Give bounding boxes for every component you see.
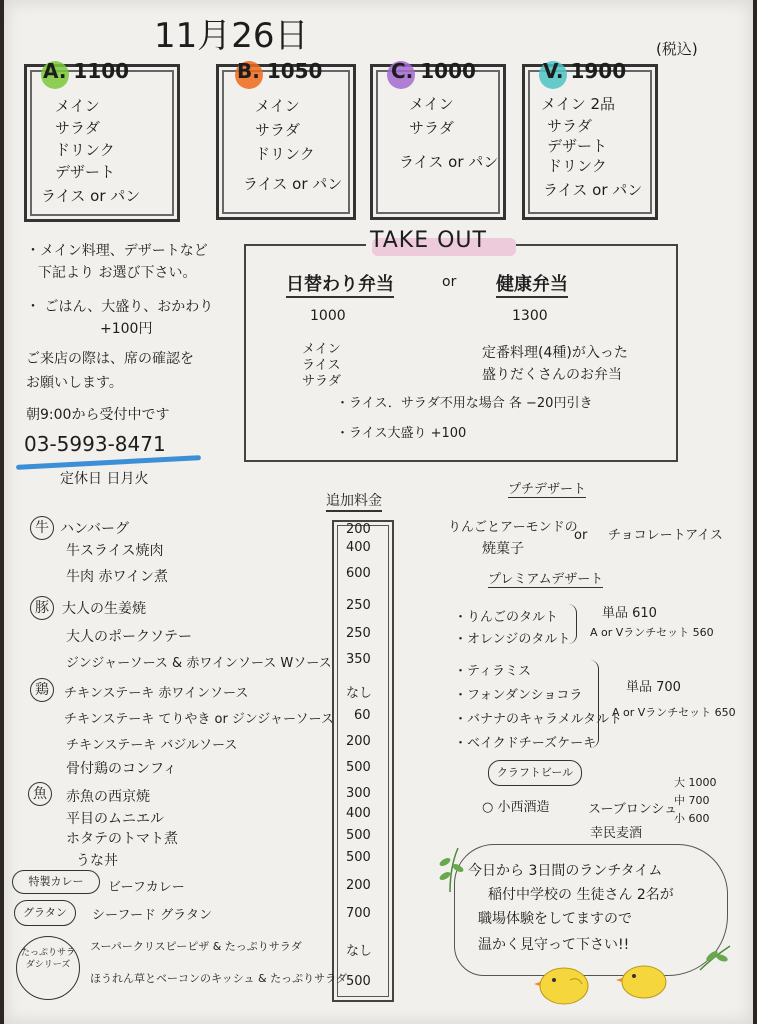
dessert-price: A or Vランチセット 560 <box>590 626 714 639</box>
chick-icon <box>534 958 594 1008</box>
menu-item-price: 700 <box>346 906 371 921</box>
beer-size-price: 大 1000 <box>674 776 717 789</box>
premium-dessert-item: ・ベイクドチーズケーキ <box>454 736 597 751</box>
dessert-price: 単品 610 <box>602 606 657 621</box>
plan-c-item: メイン <box>409 95 454 113</box>
plan-v-item: サラダ <box>547 117 592 135</box>
menu-item-name: チキンステーキ バジルソース <box>66 738 238 753</box>
plan-v-item: デザート <box>547 137 608 155</box>
plan-a-price: 1100 <box>73 59 130 83</box>
bento1-name: 日替わり弁当 <box>286 270 394 298</box>
note-text: ご来店の際は、席の確認を <box>26 351 194 367</box>
menu-item-name: チキンステーキ 赤ワインソース <box>64 686 249 701</box>
petit-dessert-title: プチデザート <box>508 478 586 498</box>
takeout-title: TAKE OUT <box>370 228 487 253</box>
message-line: 温かく見守って下さい!! <box>478 937 630 953</box>
message-line: 職場体験をしてますので <box>478 911 632 927</box>
plan-a-item: ドリンク <box>55 141 115 159</box>
plan-v-letter: V. <box>543 59 564 83</box>
category-beef-icon: 牛 <box>30 516 54 540</box>
takeout-note: ・ライス大盛り +100 <box>336 426 467 441</box>
plan-a-item: サラダ <box>55 119 100 137</box>
beer-size-price: 中 700 <box>674 794 710 807</box>
menu-item-name: 平目のムニエル <box>66 811 164 827</box>
menu-board <box>4 0 753 1024</box>
plan-c-price: 1000 <box>420 59 476 83</box>
plan-a-box <box>24 59 180 222</box>
plan-b-item: ライス or パン <box>243 175 343 193</box>
menu-item-name: 牛肉 赤ワイン煮 <box>66 569 169 585</box>
plan-b-item: ドリンク <box>255 145 315 163</box>
note-text: 下記より お選び下さい。 <box>38 265 197 281</box>
menu-item-price: 500 <box>346 828 371 843</box>
date-heading: 11月26日 <box>154 16 309 56</box>
petit-or: or <box>574 528 588 543</box>
plan-c-item: サラダ <box>409 119 454 137</box>
extra-fee-header: 追加料金 <box>326 490 382 512</box>
takeout-note: ・ライス．サラダ不用な場合 各 −20円引き <box>336 396 593 411</box>
leaf-icon <box>436 846 466 892</box>
bento2-desc: 盛りだくさんのお弁当 <box>482 367 622 383</box>
tax-note: (税込) <box>656 40 698 58</box>
premium-dessert-item: ・オレンジのタルト <box>454 632 571 647</box>
or-text: or <box>442 274 457 290</box>
menu-item-name: 大人の生姜焼 <box>62 601 146 617</box>
menu-item-name: ビーフカレー <box>108 880 185 895</box>
menu-item-name: ほうれん草とベーコンのキッシュ & たっぷりサラダ <box>90 972 348 985</box>
menu-item-price: 60 <box>354 708 371 723</box>
plan-a-item: ライス or パン <box>41 187 141 205</box>
menu-item-name: ハンバーグ <box>60 521 130 537</box>
category-salad-series-badge: たっぷりサラダシリーズ <box>16 936 80 1000</box>
bento1-item: メイン <box>302 342 341 357</box>
category-gratin-badge: グラタン <box>14 900 76 926</box>
chick-icon <box>616 958 670 1002</box>
menu-item-price: 300 <box>346 786 371 801</box>
premium-dessert-item: ・バナナのキャラメルタルト <box>454 712 623 727</box>
plan-c-box <box>370 59 506 220</box>
dessert-price: 単品 700 <box>626 680 681 695</box>
menu-item-name: シーフード グラタン <box>92 908 212 923</box>
note-text: お願いします。 <box>26 375 123 391</box>
plan-v-item: メイン 2品 <box>541 95 616 113</box>
bento1-price: 1000 <box>310 308 346 324</box>
dessert-price: A or Vランチセット 650 <box>612 706 736 719</box>
bracket <box>590 660 599 748</box>
menu-item-price: 200 <box>346 734 371 749</box>
menu-item-name: 赤魚の西京焼 <box>66 789 150 805</box>
menu-item-name: 大人のポークソテー <box>66 629 192 645</box>
menu-item-price: 500 <box>346 974 371 989</box>
plan-c-letter: C. <box>391 59 414 83</box>
menu-item-name: うな丼 <box>76 853 118 869</box>
plan-v-item: ドリンク <box>547 157 607 175</box>
phone-number: 03-5993-8471 <box>24 432 166 456</box>
petit-dessert-item: りんごとアーモンドの <box>448 520 578 535</box>
menu-item-name: ホタテのトマト煮 <box>66 831 178 847</box>
menu-item-name: チキンステーキ てりやき or ジンジャーソース <box>64 712 334 727</box>
premium-dessert-item: ・ティラミス <box>454 664 531 679</box>
takeout-box <box>244 228 678 462</box>
note-text: ・メイン料理、デザートなど <box>26 243 208 259</box>
menu-item-price: 200 <box>346 522 371 537</box>
menu-item-price: 250 <box>346 626 371 641</box>
plan-b-item: サラダ <box>255 121 300 139</box>
plan-v-price: 1900 <box>570 59 627 83</box>
plan-b-item: メイン <box>255 97 300 115</box>
category-chicken-icon: 鶏 <box>30 678 54 702</box>
note-text: 朝9:00から受付中です <box>26 407 170 423</box>
note-text: +100円 <box>100 321 153 337</box>
menu-item-price: なし <box>346 944 373 959</box>
menu-item-name: ジンジャーソース & 赤ワインソース Wソース <box>66 656 332 671</box>
plan-a-item: メイン <box>55 97 100 115</box>
note-text: ・ ごはん、大盛り、おかわり <box>26 299 214 315</box>
message-line: 今日から 3日間のランチタイム <box>468 863 663 879</box>
petit-dessert-item: チョコレートアイス <box>608 528 723 543</box>
menu-item-price: 400 <box>346 806 371 821</box>
message-line: 稲付中学校の 生徒さん 2名が <box>488 887 674 903</box>
menu-item-price: 600 <box>346 566 371 581</box>
plan-v-box <box>522 59 658 220</box>
plan-b-letter: B. <box>237 59 260 83</box>
menu-item-price: 500 <box>346 850 371 865</box>
bento2-price: 1300 <box>512 308 548 324</box>
menu-item-price: 400 <box>346 540 371 555</box>
bento1-item: サラダ <box>302 374 341 389</box>
holiday-text: 定休日 日月火 <box>60 471 149 487</box>
premium-dessert-item: ・フォンダンショコラ <box>454 688 583 703</box>
bracket <box>568 604 577 644</box>
premium-dessert-title: プレミアムデザート <box>488 568 603 588</box>
craft-beer-badge: クラフトビール <box>488 760 582 786</box>
menu-item-name: 牛スライス焼肉 <box>66 543 164 559</box>
leaf-icon <box>698 942 732 972</box>
petit-dessert-item: 焼菓子 <box>482 541 524 557</box>
bento1-item: ライス <box>302 358 341 373</box>
menu-item-price: 350 <box>346 652 371 667</box>
menu-item-price: なし <box>346 686 373 701</box>
menu-item-price: 500 <box>346 760 371 775</box>
menu-item-price: 250 <box>346 598 371 613</box>
bento2-name: 健康弁当 <box>496 270 568 298</box>
menu-item-name: 骨付鶏のコンフィ <box>66 761 177 777</box>
beer-style: スーブロンシュ <box>588 802 678 817</box>
category-curry-badge: 特製カレー <box>12 870 100 894</box>
beer-brewery: ○ 小西酒造 <box>482 800 550 815</box>
plan-c-item: ライス or パン <box>399 153 499 171</box>
premium-dessert-item: ・りんごのタルト <box>454 610 559 625</box>
category-fish-icon: 魚 <box>28 782 52 806</box>
plan-b-price: 1050 <box>266 59 323 83</box>
category-pork-icon: 豚 <box>30 596 54 620</box>
menu-item-price: 200 <box>346 878 371 893</box>
plan-v-item: ライス or パン <box>543 181 643 199</box>
plan-a-item: デザート <box>55 163 116 181</box>
plan-b-box <box>216 59 356 220</box>
beer-size-price: 小 600 <box>674 812 710 825</box>
plan-a-letter: A. <box>43 59 67 83</box>
beer-brand: 幸民麦酒 <box>590 826 643 841</box>
menu-item-name: スーパークリスピーピザ & たっぷりサラダ <box>90 940 302 953</box>
bento2-desc: 定番料理(4種)が入った <box>482 345 628 361</box>
